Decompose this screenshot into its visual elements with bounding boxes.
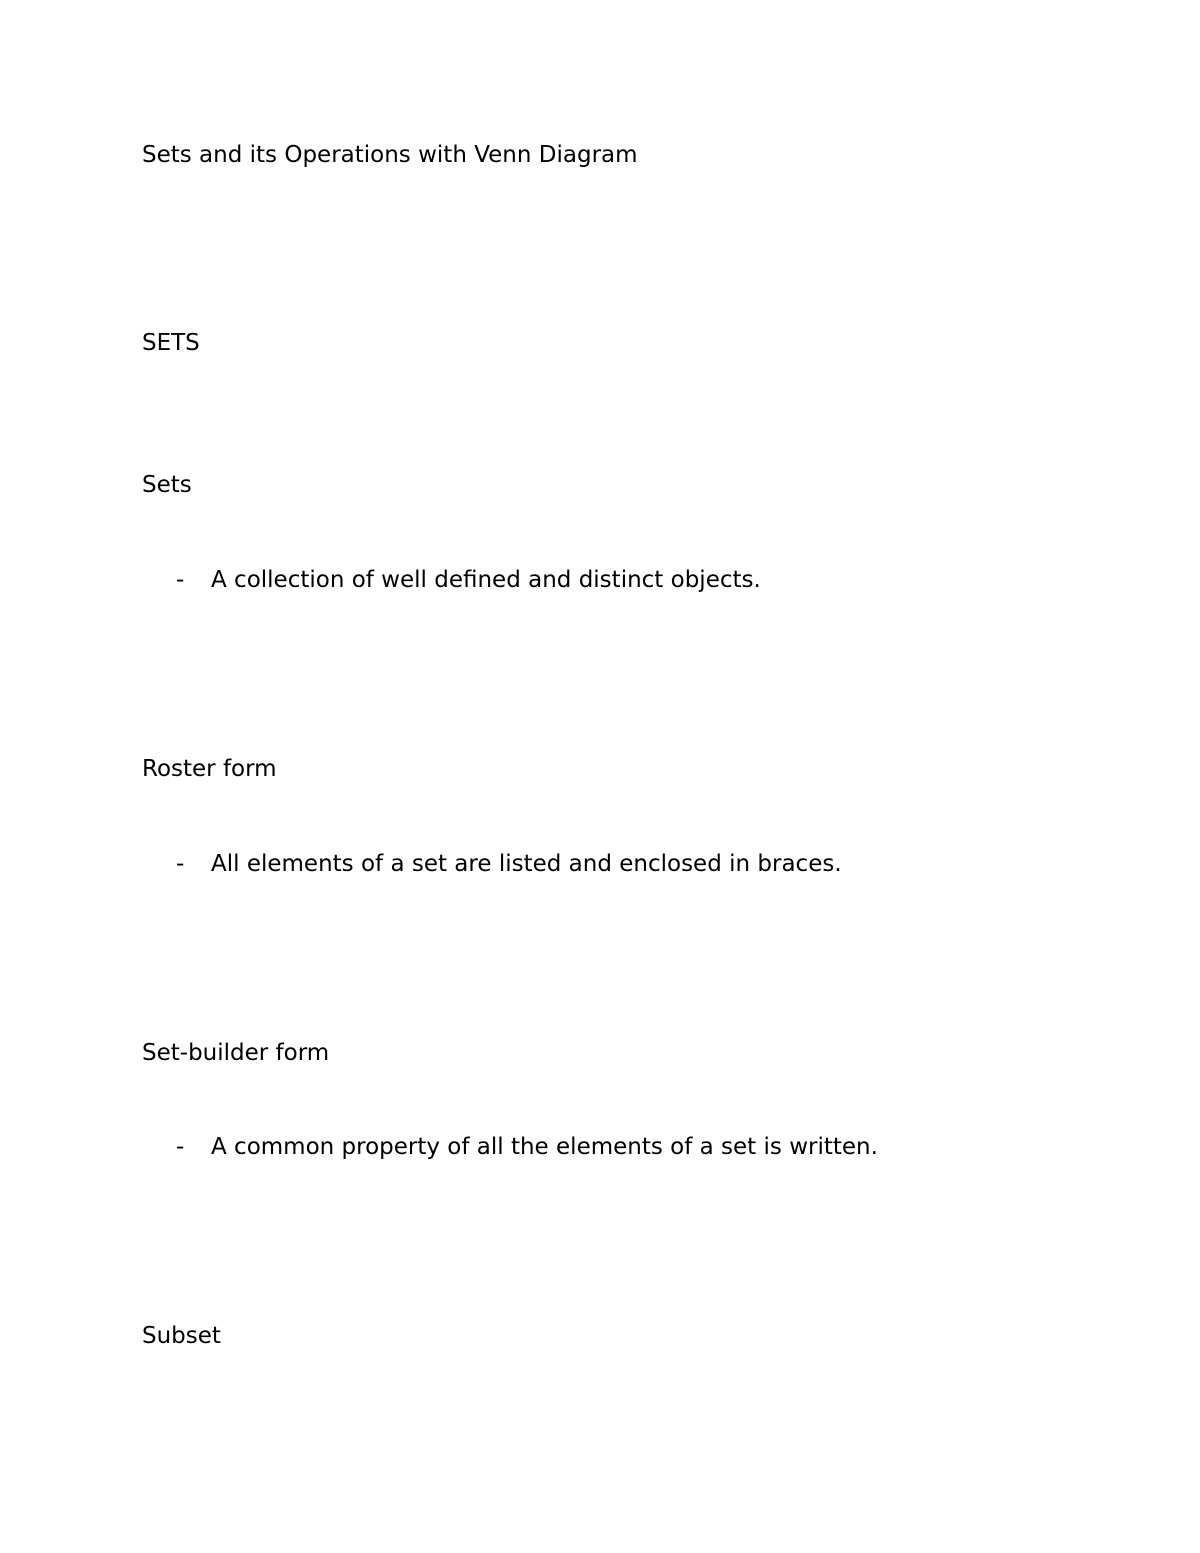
document-title: Sets and its Operations with Venn Diagram — [142, 142, 638, 168]
term-heading-set-builder-form: Set-builder form — [142, 1040, 330, 1066]
section-heading-sets: SETS — [142, 330, 200, 356]
bullet-marker: - — [176, 1134, 185, 1160]
definition-sets: A collection of well defined and distinct objects. — [211, 567, 761, 593]
bullet-marker: - — [176, 851, 185, 877]
term-heading-sets: Sets — [142, 472, 192, 498]
bullet-marker: - — [176, 567, 185, 593]
definition-set-builder-form: A common property of all the elements of a set is written. — [211, 1134, 878, 1160]
term-heading-roster-form: Roster form — [142, 756, 277, 782]
definition-roster-form: All elements of a set are listed and enclosed in braces. — [211, 851, 842, 877]
term-heading-subset: Subset — [142, 1323, 221, 1349]
